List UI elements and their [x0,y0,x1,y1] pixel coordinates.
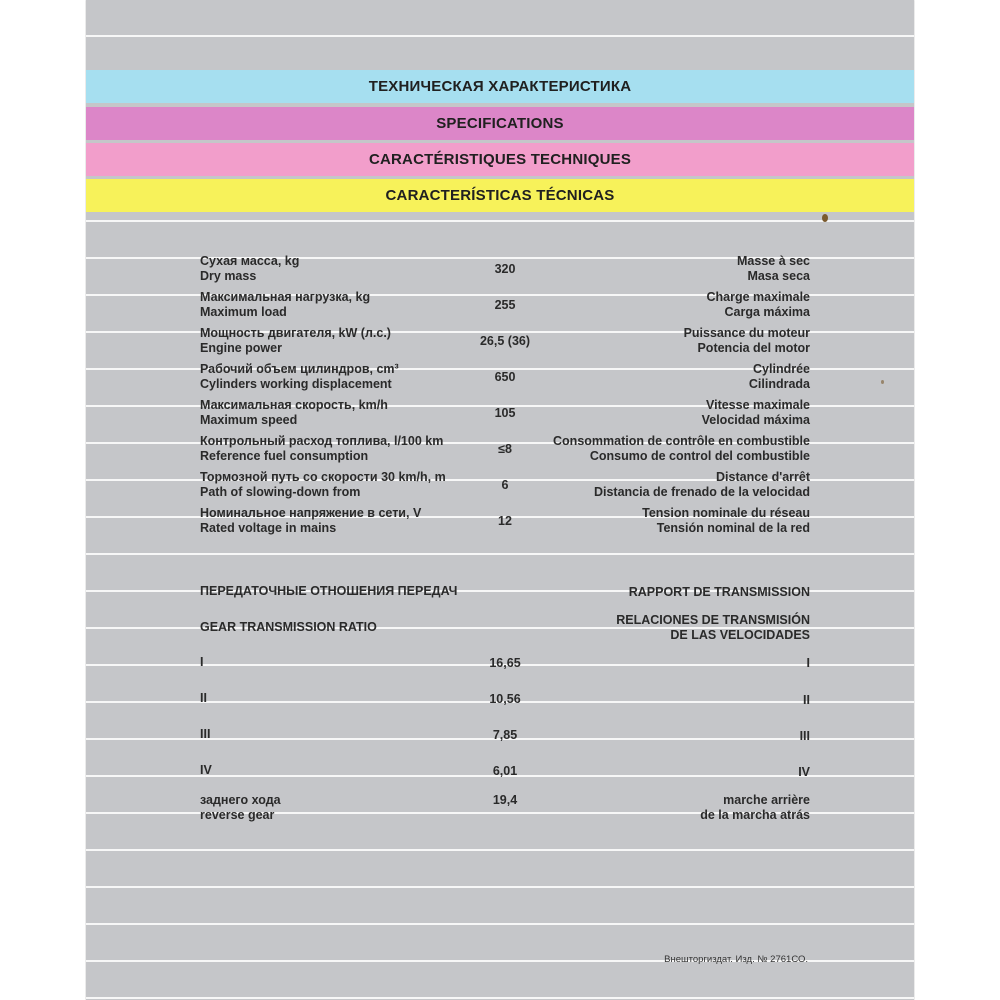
gears-header-russian: ПЕРЕДАТОЧНЫЕ ОТНОШЕНИЯ ПЕРЕДАЧ [200,584,458,598]
spec-row-1-right [706,290,810,320]
spec-label-ru: Мощность двигателя, kW (л.с.) [200,326,391,340]
spec-label-fr: Distance d'arrêt [716,470,810,484]
spec-label-es: Masa seca [747,269,810,283]
reverse-label-fr: marche arrière [723,793,810,807]
spec-row-3-right [749,362,810,392]
spec-row-2-left [200,326,391,356]
spec-row-4-right [702,398,810,428]
spec-label-fr: Masse à sec [737,254,810,268]
spec-row-6-right [594,470,810,500]
spec-row-5-right [553,434,810,464]
spec-value: 320 [494,262,516,276]
spec-label-ru: Тормозной путь со скорости 30 km/h, m [200,470,446,484]
gears-header-english: GEAR TRANSMISSION RATIO [200,620,377,634]
spec-label-fr: Puissance du moteur [683,326,810,340]
title-band-russian [86,70,914,103]
gear-value: 7,85 [492,728,518,742]
spec-label-es: Distancia de frenado de la velocidad [593,485,810,499]
gear-label-right: I [806,656,810,670]
spec-label-fr: Cylindrée [753,362,810,376]
spec-label-ru: Сухая масса, kg [200,254,300,268]
spec-label-en: Maximum load [200,305,287,319]
spec-label-en: Cylinders working displacement [200,377,392,391]
spec-label-ru: Контрольный расход топлива, l/100 km [200,434,444,448]
gear-label: II [200,691,207,705]
title-band-spanish [86,179,914,212]
title-russian: ТЕХНИЧЕСКАЯ ХАРАКТЕРИСТИКА [368,78,632,95]
reverse-label-ru: заднего хода [200,793,281,807]
title-band-french [86,143,914,176]
spec-label-fr: Tension nominale du réseau [642,506,810,520]
title-french: CARACTÉRISTIQUES TECHNIQUES [368,151,632,168]
reverse-label-en: reverse gear [200,808,275,822]
spec-label-es: Velocidad máxima [701,413,810,427]
title-english: SPECIFICATIONS [436,115,564,132]
spec-row-2-right [684,326,810,356]
spec-value: 26,5 (36) [479,334,531,348]
spec-value: ≤8 [498,442,512,456]
spec-label-es: Potencia del motor [697,341,810,355]
spec-row-0-right [737,254,810,284]
gear-label: III [200,727,211,741]
spec-value: 650 [494,370,516,384]
gear-label-right: II [803,693,810,707]
spec-row-7-right [642,506,810,536]
gears-header-french: RAPPORT DE TRANSMISSION [628,585,810,599]
gear-label-right: III [799,729,810,743]
gears-header-spanish-line1: RELACIONES DE TRANSMISIÓN [616,613,810,627]
gear-label: I [200,655,204,669]
spec-label-en: Path of slowing-down from [200,485,361,499]
spec-label-fr: Charge maximale [706,290,810,304]
spec-label-en: Maximum speed [200,413,298,427]
title-band-english [86,107,914,140]
spec-row-3-left [200,362,399,392]
spec-label-en: Reference fuel consumption [200,449,369,463]
spec-label-en: Engine power [200,341,282,355]
reverse-gear-right [700,793,810,823]
spec-value: 6 [501,478,509,492]
gear-value: 6,01 [492,764,518,778]
publisher-imprint: Внешторгиздат. Изд. № 2761СО. [664,954,808,965]
spec-label-ru: Рабочий объем цилиндров, cm³ [200,362,399,376]
gear-label-right: IV [798,765,810,779]
spec-value: 105 [494,406,516,420]
gear-value: 10,56 [489,692,521,706]
gear-value: 16,65 [489,656,521,670]
spec-label-ru: Максимальная нагрузка, kg [200,290,371,304]
spec-label-es: Carga máxima [724,305,810,319]
spec-label-es: Consumo de control del combustible [589,449,810,463]
spec-label-es: Cilindrada [748,377,810,391]
spec-row-0-left [200,254,299,284]
spec-label-ru: Номинальное напряжение в сети, V [200,506,422,520]
spec-value: 12 [498,514,512,528]
spec-row-4-left [200,398,388,428]
gears-header-spanish [616,613,810,643]
paper-stain [881,380,884,384]
reverse-gear-left [200,793,281,823]
spec-row-7-left [200,506,421,536]
gears-header-spanish-line2: DE LAS VELOCIDADES [670,628,810,642]
reverse-label-es: de la marcha atrás [700,808,810,822]
gear-label: IV [200,763,212,777]
spec-label-en: Rated voltage in mains [200,521,337,535]
spec-label-fr: Consommation de contrôle en combustible [553,434,810,448]
spec-value: 255 [494,298,516,312]
spec-label-en: Dry mass [200,269,257,283]
reverse-value: 19,4 [492,793,518,807]
title-spanish: CARACTERÍSTICAS TÉCNICAS [385,187,615,204]
spec-label-ru: Максимальная скорость, km/h [200,398,388,412]
paper-stain [822,214,828,222]
spec-label-fr: Vitesse maximale [705,398,810,412]
spec-row-1-left [200,290,370,320]
spec-label-es: Tensión nominal de la red [656,521,810,535]
